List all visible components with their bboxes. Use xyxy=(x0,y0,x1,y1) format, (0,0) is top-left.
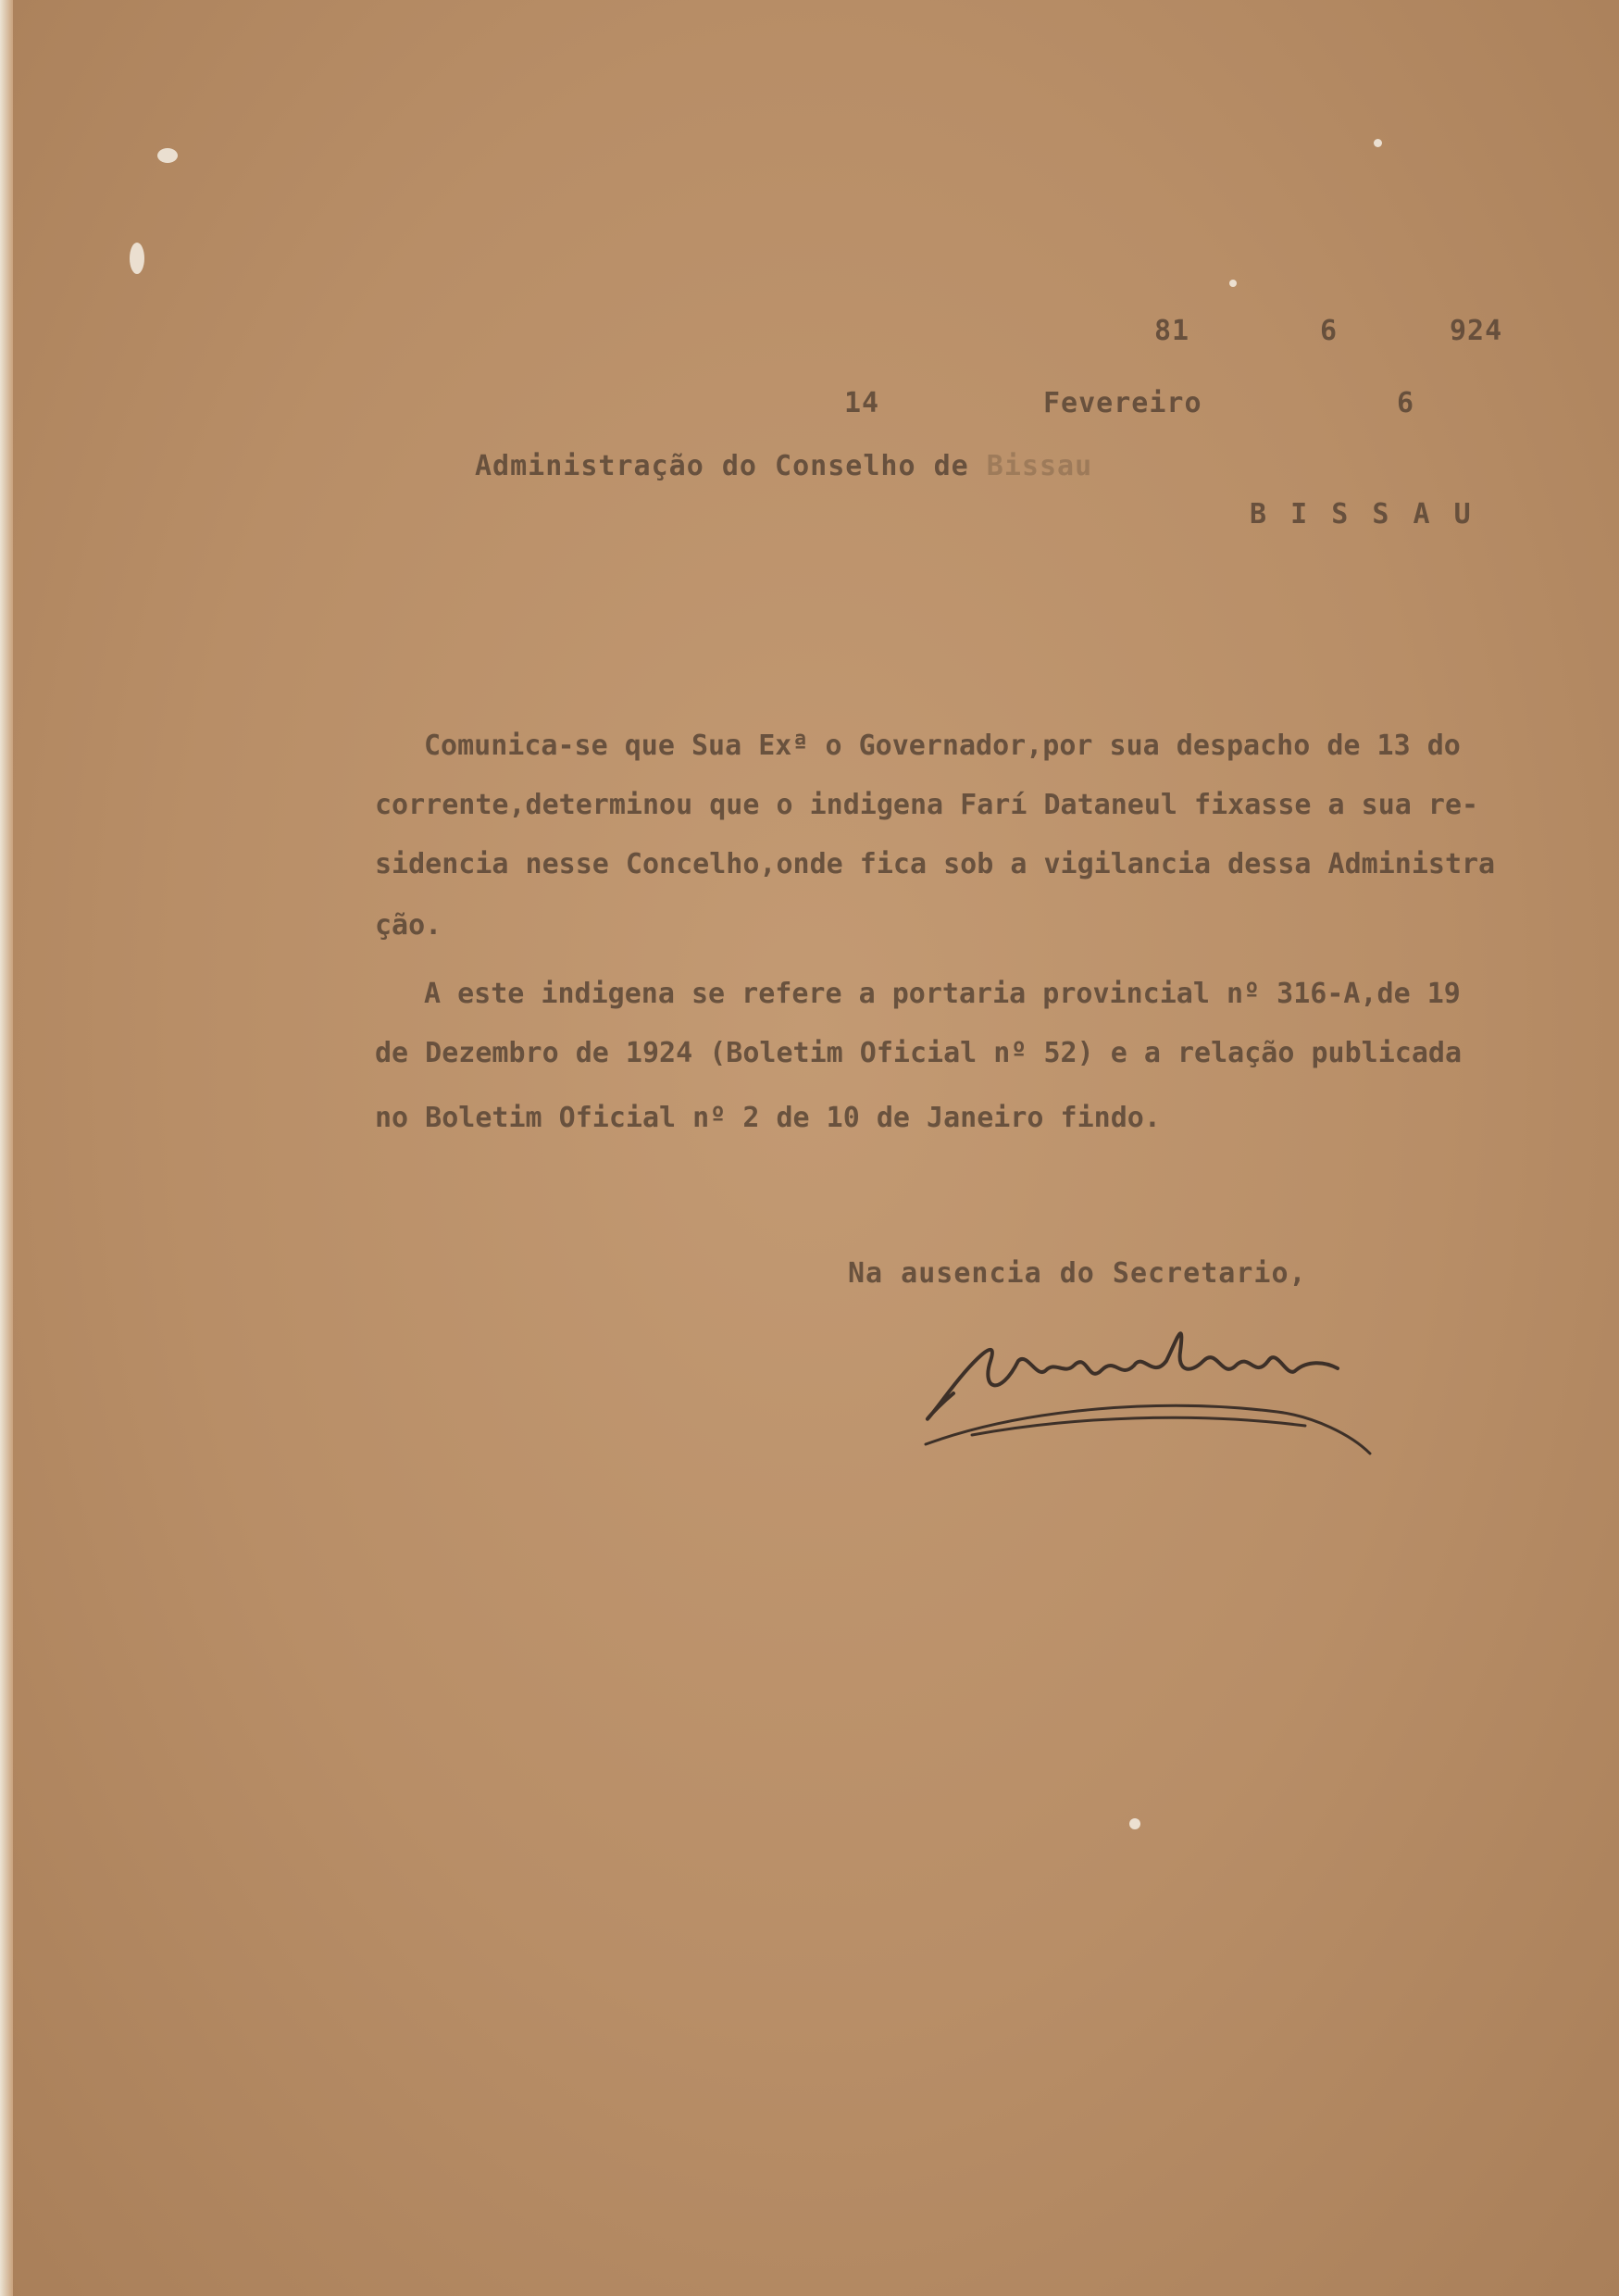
date-month: Fevereiro xyxy=(1043,387,1202,419)
paper-damage-spot xyxy=(1129,1818,1140,1829)
addressee-line xyxy=(475,450,1092,482)
reference-number: 81 xyxy=(1154,315,1190,347)
paper-damage-spot xyxy=(1229,280,1237,287)
paper-edge xyxy=(0,0,13,2296)
addressee-city: B I S S A U xyxy=(1250,498,1475,530)
body-line: corrente,determinou que o indigena Farí Dataneul fixasse a sua re- xyxy=(375,789,1479,821)
paper-damage-spot xyxy=(1374,139,1382,147)
paper-damage-spot xyxy=(130,243,144,274)
handwritten-signature xyxy=(889,1296,1407,1472)
reference-series: 6 xyxy=(1320,315,1339,347)
date-day: 14 xyxy=(844,387,880,419)
body-line: sidencia nesse Concelho,onde fica sob a vigilancia dessa Administra xyxy=(375,848,1496,880)
body-line: de Dezembro de 1924 (Boletim Oficial nº 52) e a relação publicada xyxy=(375,1037,1462,1069)
closing-text: Na ausencia do Secretario, xyxy=(848,1257,1307,1290)
addressee-main: Administração do Conselho de xyxy=(475,450,969,482)
reference-year: 924 xyxy=(1450,315,1503,347)
date-numeral: 6 xyxy=(1397,387,1415,419)
body-line: Comunica-se que Sua Exª o Governador,por sua despacho de 13 do xyxy=(424,730,1461,762)
paper-damage-spot xyxy=(157,148,178,163)
body-line: ção. xyxy=(375,909,442,942)
body-line: no Boletim Oficial nº 2 de 10 de Janeiro findo. xyxy=(375,1102,1161,1134)
addressee-faint: Bissau xyxy=(986,450,1093,482)
body-line: A este indigena se refere a portaria provincial nº 316-A,de 19 xyxy=(424,978,1461,1010)
